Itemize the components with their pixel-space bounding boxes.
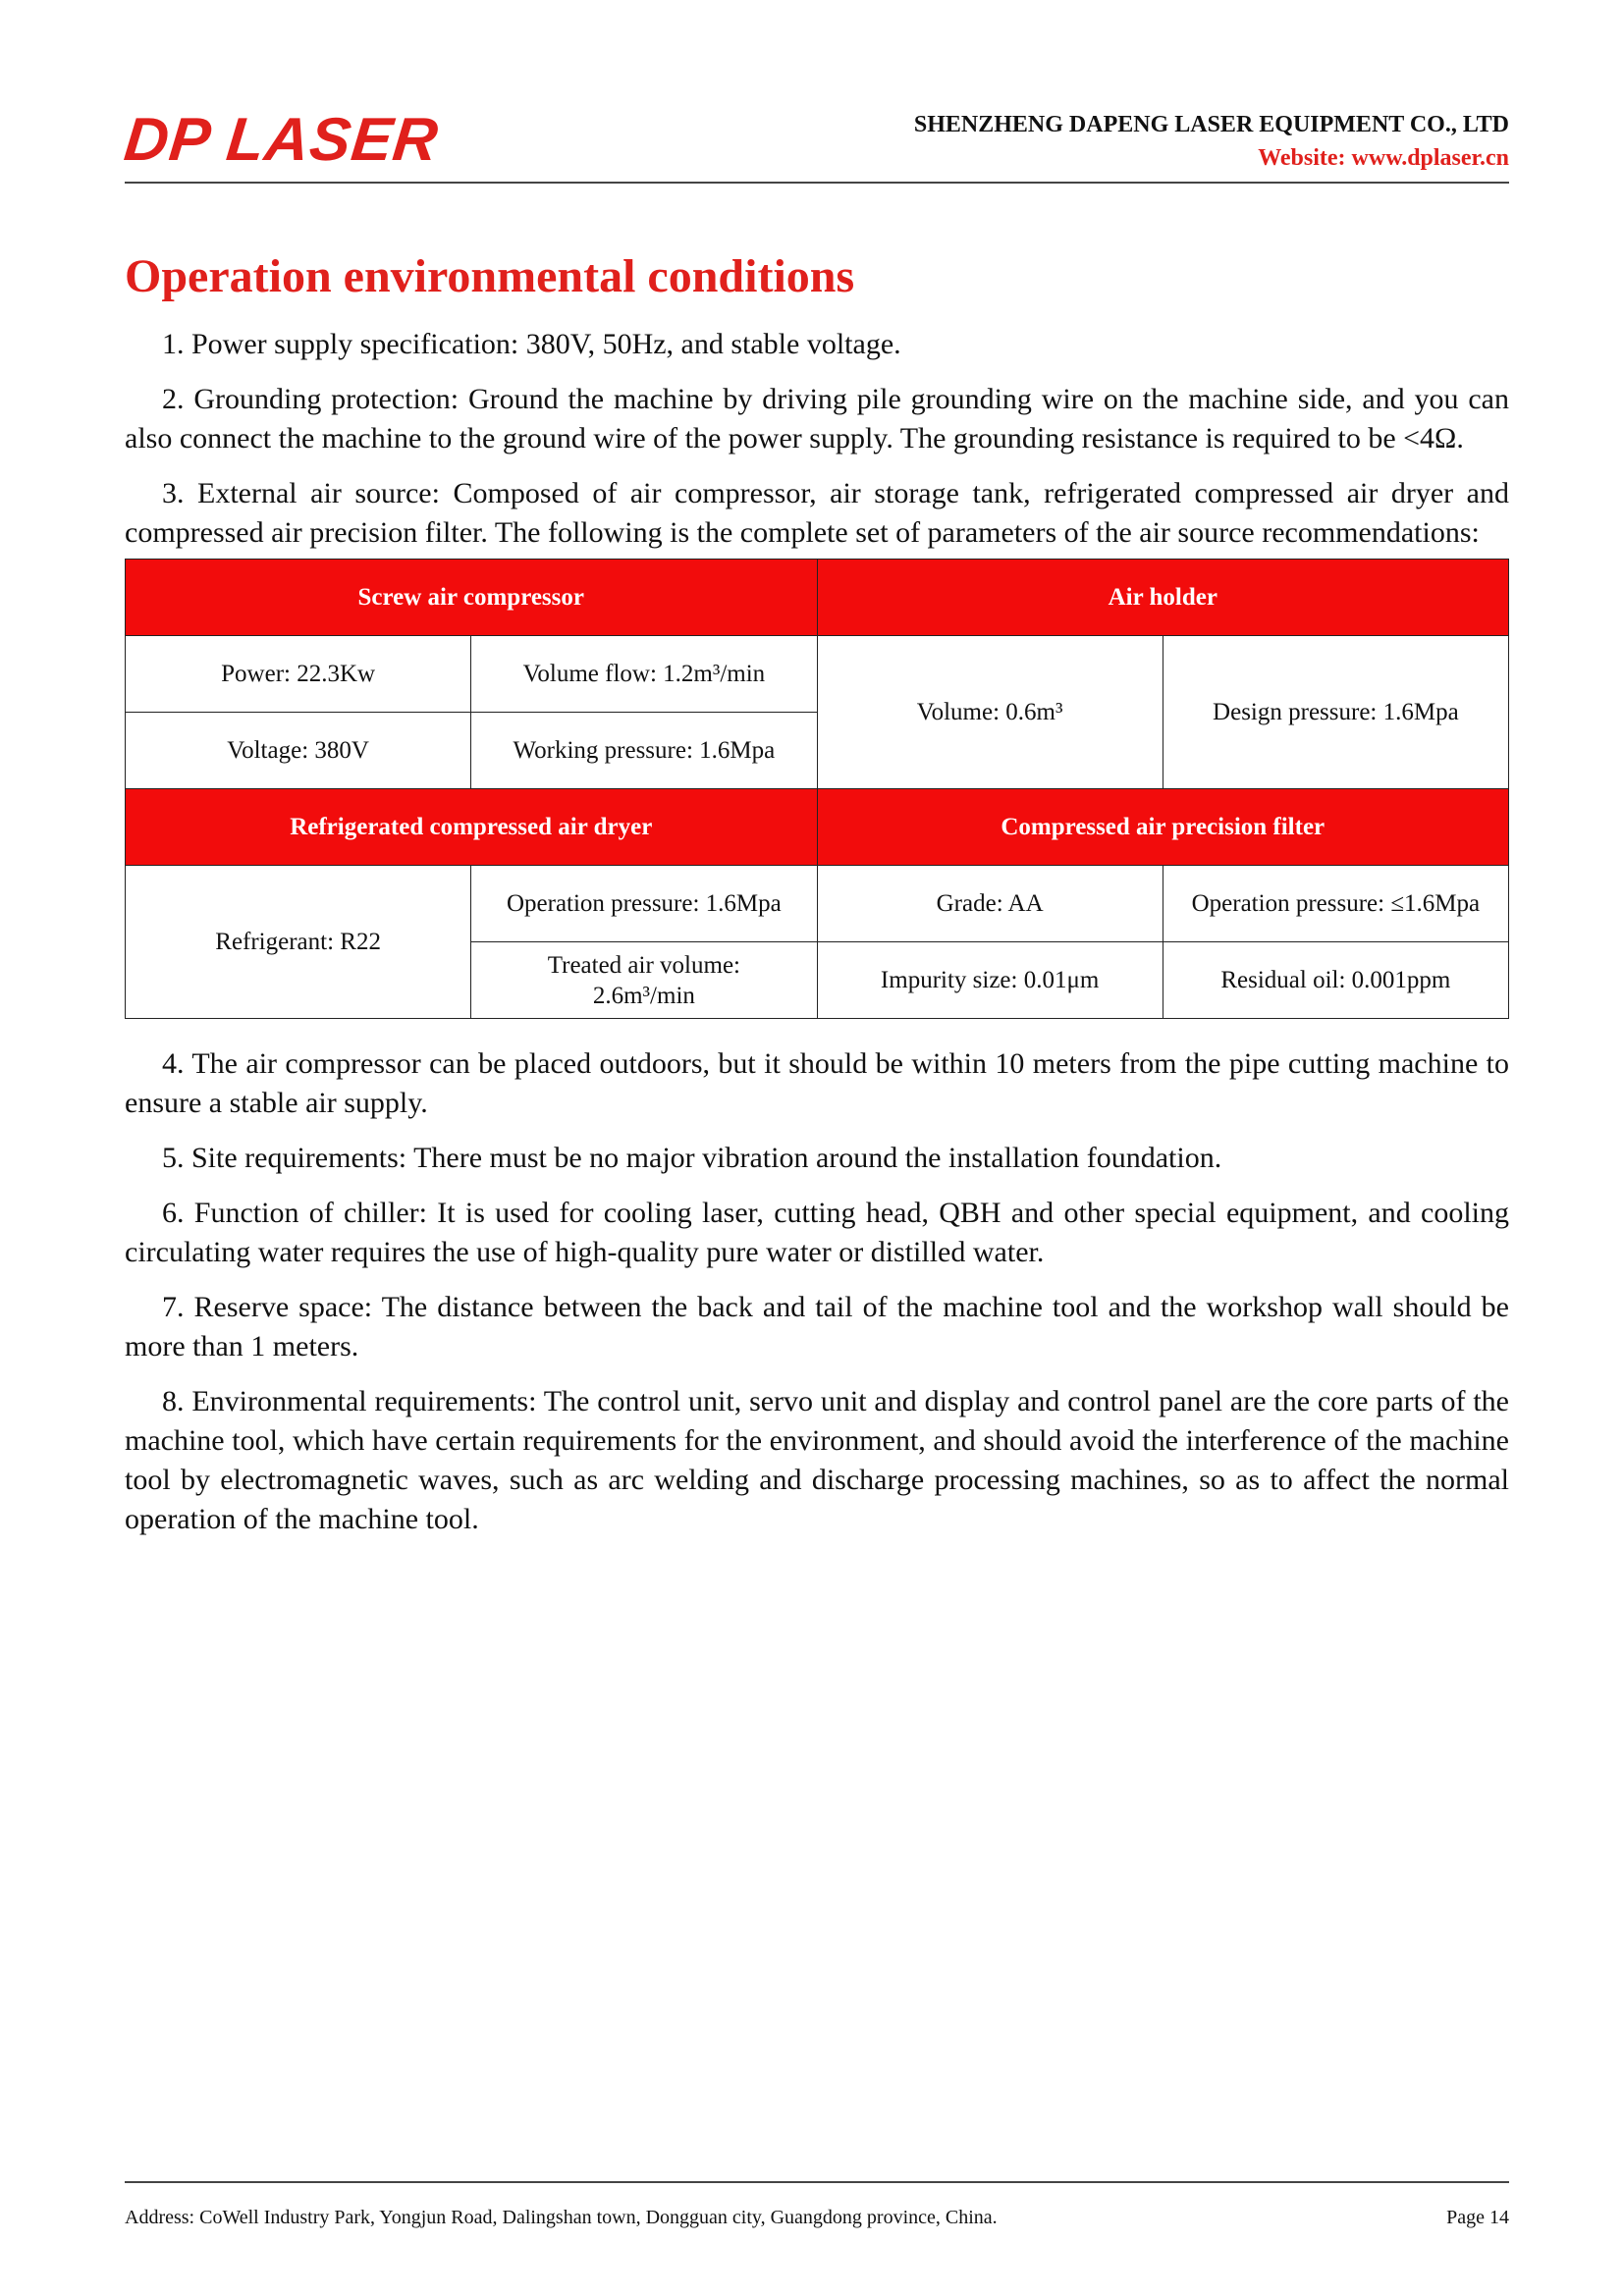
table-cell-volume-flow: Volume flow: 1.2m³/min bbox=[471, 636, 817, 713]
air-dryer-header: Refrigerated compressed air dryer bbox=[126, 789, 818, 866]
paragraph-reserve-space: 7. Reserve space: The distance between the back and tail of the machine tool and the workshop wall should be more than 1 meters. bbox=[125, 1291, 1509, 1362]
footer-address: Address: CoWell Industry Park, Yongjun Road, Dalingshan town, Dongguan city, Guangdong province, China. bbox=[125, 2207, 998, 2228]
page-footer bbox=[125, 2181, 1509, 2230]
table-cell-design-pressure: Design pressure: 1.6Mpa bbox=[1163, 636, 1508, 789]
company-logo: DP LASER bbox=[121, 106, 442, 174]
treated-air-volume-value: 2.6m³/min bbox=[592, 982, 695, 1009]
table-cell-grade: Grade: AA bbox=[817, 866, 1163, 942]
company-info bbox=[914, 108, 1509, 175]
table-cell-treated-air-volume bbox=[471, 942, 817, 1019]
air-holder-header: Air holder bbox=[817, 560, 1509, 636]
table-row bbox=[126, 789, 1509, 866]
table-cell-dryer-operation-pressure: Operation pressure: 1.6Mpa bbox=[471, 866, 817, 942]
table-cell-refrigerant: Refrigerant: R22 bbox=[126, 866, 471, 1019]
table-cell-working-pressure: Working pressure: 1.6Mpa bbox=[471, 713, 817, 789]
table-row bbox=[126, 636, 1509, 713]
paragraph-air-compressor-placement: 4. The air compressor can be placed outdoors, but it should be within 10 meters from the pipe cutting machine to ensure a stable air supply. bbox=[125, 1047, 1509, 1119]
paragraph-environmental-requirements: 8. Environmental requirements: The control unit, servo unit and display and control panel are the core parts of the machine tool, which have certain requirements for the environment, and should avoid the interference of the machine tool by electromagnetic waves, such as arc welding and discharge processing machines, so as to affect the normal operation of the machine tool. bbox=[125, 1385, 1509, 1535]
table-row bbox=[126, 866, 1509, 942]
company-name: SHENZHENG DAPENG LASER EQUIPMENT CO., LTD bbox=[913, 112, 1509, 137]
screw-compressor-header: Screw air compressor bbox=[126, 560, 818, 636]
air-source-parameters-table bbox=[125, 559, 1509, 1019]
table-cell-power: Power: 22.3Kw bbox=[126, 636, 471, 713]
precision-filter-header: Compressed air precision filter bbox=[817, 789, 1509, 866]
paragraph-air-source: 3. External air source: Composed of air compressor, air storage tank, refrigerated compressed air dryer and compressed air precision filter. The following is the complete set of parameters of the air source recommendations: bbox=[125, 477, 1509, 549]
paragraph-power-supply: 1. Power supply specification: 380V, 50Hz, and stable voltage. bbox=[162, 328, 901, 360]
table-cell-impurity-size: Impurity size: 0.01μm bbox=[817, 942, 1163, 1019]
company-website: Website: www.dplaser.cn bbox=[1258, 145, 1509, 171]
page-header bbox=[121, 98, 1509, 184]
paragraph-site-requirements: 5. Site requirements: There must be no major vibration around the installation foundation. bbox=[162, 1142, 1222, 1174]
table-cell-filter-operation-pressure: Operation pressure: ≤1.6Mpa bbox=[1163, 866, 1508, 942]
table-cell-residual-oil: Residual oil: 0.001ppm bbox=[1163, 942, 1508, 1019]
paragraph-grounding: 2. Grounding protection: Ground the machine by driving pile grounding wire on the machine side, and you can also connect the machine to the ground wire of the power supply. The grounding resistance is required to be <4Ω. bbox=[125, 383, 1509, 454]
paragraph-chiller: 6. Function of chiller: It is used for cooling laser, cutting head, QBH and other special equipment, and cooling circulating water requires the use of high-quality pure water or distilled water. bbox=[125, 1197, 1509, 1268]
table-cell-holder-volume: Volume: 0.6m³ bbox=[817, 636, 1163, 789]
page-title: Operation environmental conditions bbox=[125, 250, 855, 302]
table-row bbox=[126, 560, 1509, 636]
table-cell-voltage: Voltage: 380V bbox=[126, 713, 471, 789]
page-number: Page 14 bbox=[1446, 2207, 1509, 2228]
document-body bbox=[125, 325, 1509, 1555]
treated-air-volume-label: Treated air volume: bbox=[547, 951, 740, 979]
